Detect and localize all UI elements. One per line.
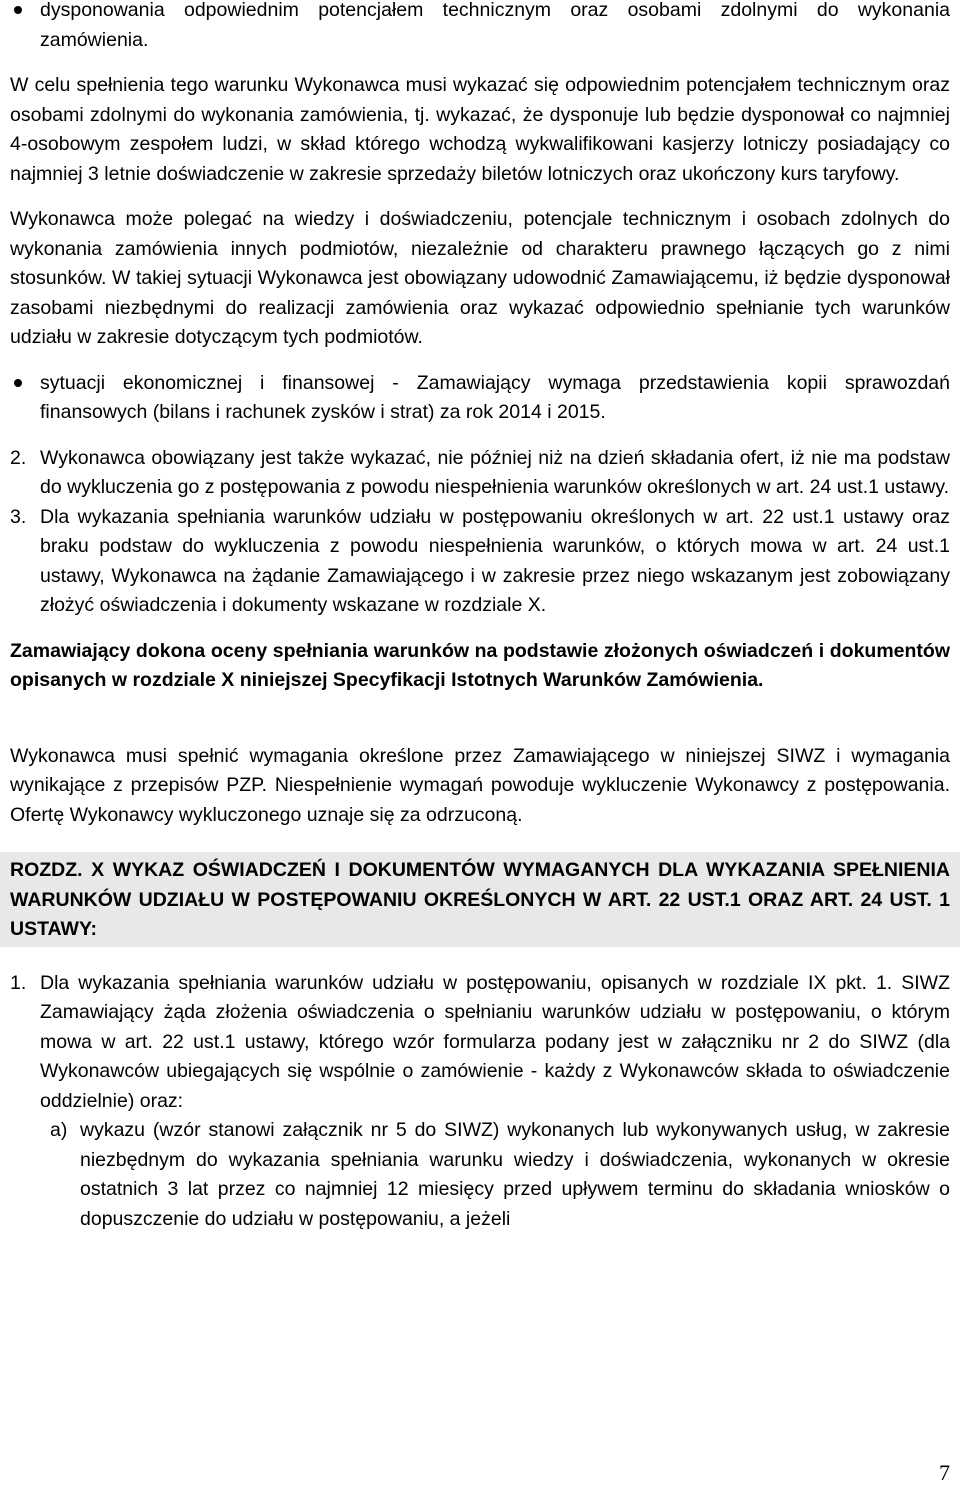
item-number: 1. [10,971,27,994]
bullet-icon [14,6,22,14]
sub-item [10,1116,950,1234]
bullet-text: sytuacji ekonomicznej i finansowej - Zamawiający wymaga przedstawienia kopii sprawozdań finansowych (bilans i rachunek zysków i strat) za rok 2014 i 2015. [40,371,950,423]
item-text: Wykonawca obowiązany jest także wykazać, nie później niż na dzień składania ofert, iż nie ma podstaw do wykluczenia go z postępowania z powodu niespełnienia warunków określonych w art. 24 ust.1 ustawy. [40,446,950,498]
paragraph: W celu spełnienia tego warunku Wykonawca musi wykazać się odpowiednim potencjałem technicznym oraz osobami zdolnymi do wykonania zamówienia, tj. wykazać, że dysponuje lub będzie dysponował co najmniej 4-osobowym zespołem ludzi, w skład którego wchodzą wykwalifikowani kasjerzy lotniczy posiadający co najmniej 3 letnie doświadczenie w zakresie sprzedaży biletów lotniczych oraz ukończony kurs taryfowy. [10,74,950,185]
item-text: Dla wykazania spełniania warunków udziału w postępowaniu, opisanych w rozdziale IX pkt. 1. SIWZ Zamawiający żąda złożenia oświadczenia o spełnianiu warunków udziału w postępowaniu, o którym mowa w art. 22 ust.1 ustawy, którego wzór formularza podany jest w załączniku nr 2 do SIWZ (dla Wykonawców ubiegających się wspólnie o zamówienie - każdy z Wykonawców składa to oświadczenie oddzielnie) oraz: [40,971,950,1112]
bullet-item [10,369,950,428]
bullet-item [10,0,950,55]
bullet-icon [14,379,22,387]
item-text: Dla wykazania spełniania warunków udziału w postępowaniu określonych w art. 22 ust.1 ustawy oraz braku podstaw do wykluczenia z powodu niespełnienia warunków, o których mowa w art. 24 ust.1 ustawy, Wykonawca na żądanie Zamawiającego i w zakresie przez niego wskazanym jest zobowiązany złożyć oświadczenia i dokumenty wskazane w rozdziale X. [40,505,950,616]
sub-item-text: wykazu (wzór stanowi załącznik nr 5 do SIWZ) wykonanych lub wykonywanych usług, w zakresie niezbędnym do wykazania spełniania warunku wiedzy i doświadczenia, wykonanych w okresie ostatnich 3 lat przez co najmniej 12 miesięcy przed upływem terminu do składania wniosków o dopuszczenie do udziału w postępowaniu, a jeżeli [80,1119,950,1230]
item-number: 2. [10,446,27,469]
numbered-item [10,503,950,621]
sub-item-label: a) [50,1119,68,1141]
bold-paragraph: Zamawiający dokona oceny spełniania warunków na podstawie złożonych oświadczeń i dokumentów opisanych w rozdziale X niniejszej Specyfikacji Istotnych Warunków Zamówienia. [10,639,950,691]
paragraph: Wykonawca musi spełnić wymagania określone przez Zamawiającego w niniejszej SIWZ i wymagania wynikające z przepisów PZP. Niespełnienie wymagań powoduje wykluczenie Wykonawcy z postępowania. Ofertę Wykonawcy wykluczonego uznaje się za odrzuconą. [10,744,950,826]
numbered-item [10,444,950,503]
document-page [10,0,950,1234]
numbered-item [10,969,950,1235]
page-number: 7 [939,1460,950,1485]
bullet-text: dysponowania odpowiednim potencjałem technicznym oraz osobami zdolnymi do wykonania zamówienia. [40,0,950,51]
section-heading: ROZDZ. X WYKAZ OŚWIADCZEŃ I DOKUMENTÓW WYMAGANYCH DLA WYKAZANIA SPEŁNIENIA WARUNKÓW UDZIAŁU W POSTĘPOWANIU OKREŚLONYCH W ART. 22 UST.1 ORAZ ART. 24 UST. 1 USTAWY: [0,852,960,947]
paragraph: Wykonawca może polegać na wiedzy i doświadczeniu, potencjale technicznym i osobach zdolnych do wykonania zamówienia innych podmiotów, niezależnie od charakteru prawnego łączących go z nimi stosunków. W takiej sytuacji Wykonawca jest obowiązany udowodnić Zamawiającemu, iż będzie dysponował zasobami niezbędnymi do realizacji zamówienia oraz wykazać odpowiednio spełnianie tych warunków udziału w zakresie dotyczącym tych podmiotów. [10,208,950,348]
item-number: 3. [10,505,27,528]
